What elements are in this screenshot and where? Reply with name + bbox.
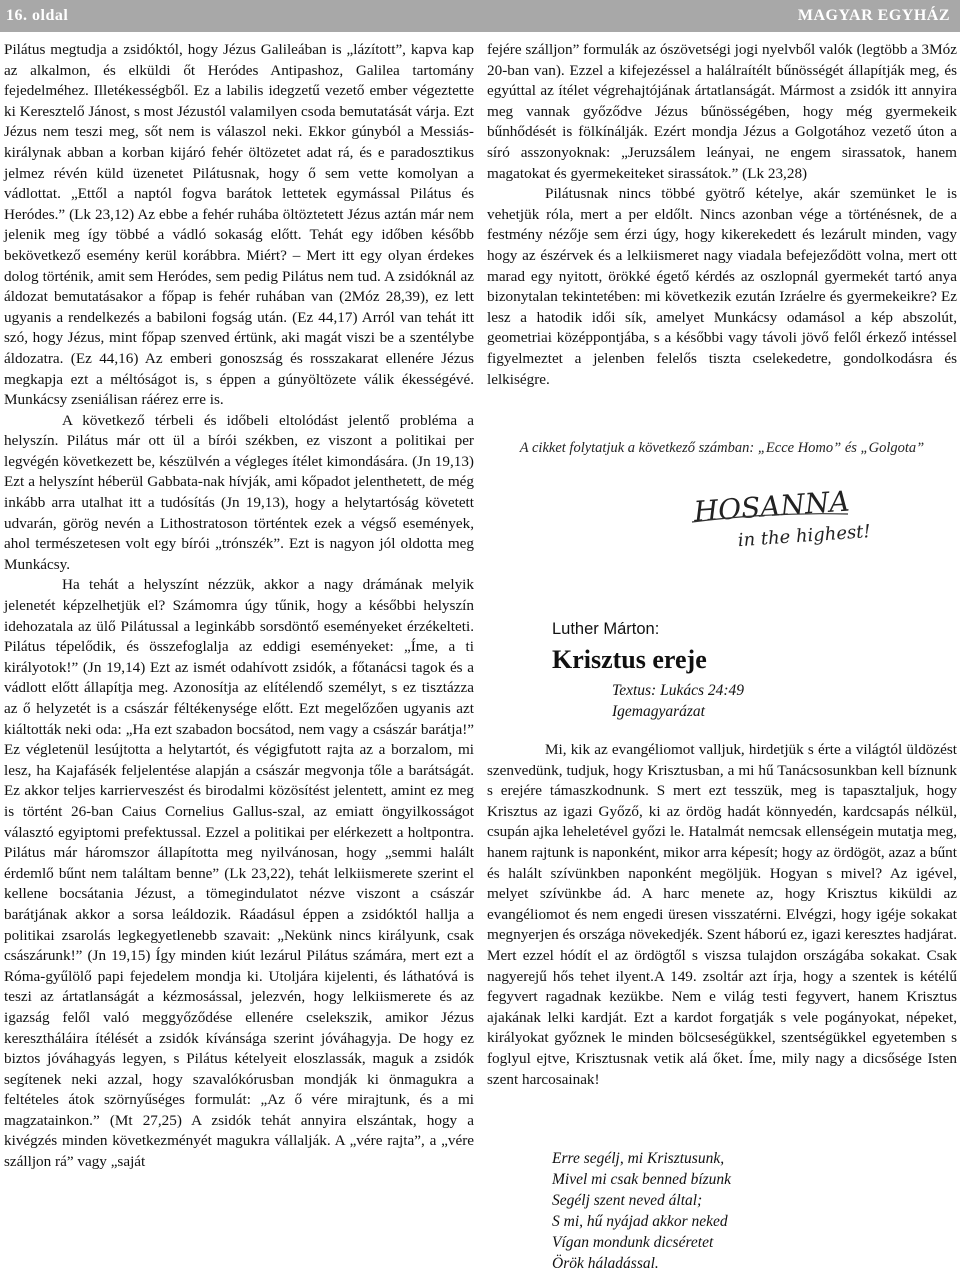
closing-poem: [552, 1148, 731, 1274]
poem-line: Erre segélj, mi Krisztusunk,: [552, 1150, 725, 1167]
logo-sub-text: in the highest!: [737, 520, 872, 552]
article-header: [552, 620, 952, 675]
poem-line: Vígan mondunk dicséretet: [552, 1234, 714, 1251]
right-column-top: [487, 40, 957, 390]
page-number: 16. oldal: [6, 7, 69, 24]
poem-line: Mivel mi csak benned bízunk: [552, 1171, 732, 1188]
paragraph: fejére szálljon” formulák az ószövetségi jogi nyelvből valók (legtöbb a 3Móz 20-ban van). Ezzel a kifejezéssel a halálraítélt bűnösségét állapítják meg, és egyúttal az ítélet végrehajtójának ártatlanságát. Mármost a zsidók itt annyira meg vannak győződve Jézus bűnösségében, hogy még gyermekeik bűnhődését is fölkínálják. Ezért mondja Jézus a Golgotához vezető úton a síró asszonyoknak: „Jeruzsálem leányai, ne engem sirassatok, hanem magatokat és gyermekeiteket sirassátok.” (Lk 23,28): [487, 41, 957, 182]
paragraph: Pilátus megtudja a zsidóktól, hogy Jézus Galileában is „lázított”, kapva kap az alkalmon, és elküldi őt Heródes Antipashoz, Galilea tartomány fejedelméhez. Illetékességből. Ez a labilis idegzetű vezető ember végeztette ki Keresztelő Jánost, s most Jézustól valamilyen csoda bemutatását várja. Ezt Jézus nem teszi meg, sőt nem is válaszol neki. Ekkor gúnyból a Messiás-királynak abban a korban kijáró fehér öltözetet adat rá, és e paradosztikus jelmez révén küld üzenetet Pilátusnak, hogy ő sem vette komolyan a vádlottat. „Ettől a naptól fogva barátok lettetek egymással Pilátus és Heródes.” (Lk 23,12) Az ebbe a fehér ruhába öltöztetett Jézus aztán már nem jelenik meg így többé a vádló sokaság előtt. Tehát egy időben később bekövetkező esemény kerül korábbra. Miért? – Mert itt egy olyan érdekes dolog történik, amit sem Heródes, sem pedig Pilátus nem tud. A zsidóknál az áldozat bemutatásakor a főpap is fehér ruhában van (2Móz 28,39), ez lett ugyanis a rendelkezés a babiloni fogság után. (Ez 44,17) Arról van tehát itt szó, hogy Jézus, mint főpap szenved értünk, aki magát viszi be a szentélybe áldozatra. (Ez 44,16) Az emberi gonoszság és rosszakarat ellenére Jézus megkapja ezt a méltóságot is, s éppen a gúnyöltözete válik ékességévé. Munkácsy zseniálisan ráérez erre is.: [4, 41, 474, 409]
article-subtitle: Igemagyarázat: [612, 703, 705, 720]
paragraph: Ha tehát a helyszínt nézzük, akkor a nagy drámának melyik jelenetét képzelhetjük el? Számomra úgy tűnik, hogy a későbbi helyszín idehozatala az ülő Pilátussal a leginkább sorsdöntő eseményeket érzékelteti. Pilátus tépelődik, és összefoglalja az eddigi eseményeket: „Íme, a ti királyotok!” (Jn 19,14) Ezt az ismét odahívott zsidók, a főtanácsi tagok és a vádlott előtt állapítja meg. Azonosítja az elítélendő személyt, s ez tisztázza az ő helyzetét is a császár féltékenysége előtt. Ezt megelőzően ugyanis azt kiáltották neki oda: „Ha ezt szabadon bocsátod, nem vagy a császár barátja!” Ez végletenül lesújtotta a helytartót, és végigfutott rajta az a borzalom, mi lesz, ha Kajafásék feljelentése alapján a császár megvonja tőle a barátságát. Ez akkor teljes karrierveszést és birodalmi közösítést jelentett, amint ez meg is történt 26-ban Caius Cornelius Gallus-szal, az emiatt öngyilkosságot választó egyiptomi prefektussal. Ezzel a politikai per elérkezett a holtpontra. Pilátus már háromszor állapította meg nyilvánosan, hogy „semmi halált érdemlő bűnt nem találtam benne” (Lk 23,22), tehát lelkiismerete szerint el kellene bocsátania Jézust, a tömegindulatot nézve viszont a császár barátjának akkor a sorsa leáldozik. Ráadásul éppen a zsidóktól hallja a politikai zsarolás legkegyetlenebb szavait: „Nekünk nincs királyunk, csak császárunk!” (Jn 19,15) Így minden kiút lezárul Pilátus számára, mert ezt a Róma-gyűlölő papi fejedelem mondja ki. Utoljára kijelenti, és láthatóvá is teszi az ártatlanságát a kézmosással, jelezvén, hogy lelkiismerete és az igazság felől való meggyőződése ellenére cselekszik, amikor Jézus keresztháláira ítélését a zsidók kívánsága szerint jóváhagyja. De hogy ez biztos jóváhagyás legyen, s Pilátus kételyeit eloszlassák, maguk a zsidók segítenek neki azzal, hogy szavalókórusban mondják ki önmagukra a feltételes átok szörnyűséges formulát: „Az ő vére mirajtunk, és a mi magzatainkon.” (Mt 27,25) A zsidók tehát annyira elszántak, hogy a kivégzés minden következményét magukra vállalják. A „vére rajta”, a „vére szálljon rá” vagy „saját: [4, 576, 474, 1171]
paragraph: Pilátusnak nincs többé gyötrő kételye, akár szemünket le is vehetjük róla, mert a per eldőlt. Nincs azonban vége a történésnek, de a festmény nézője sem érzi úgy, hogy kikerekedett és lezárult minden, vagy hogy az észérvek és a lelkiismeret nagy viadala befejeződött volna, mert ott marad egy nyitott, örökké égető kérdés az oszlopnál gyermekét tartó anya bizonytalan tekintetében: mi következik ezután Izráelre és gyermekeikre? Ez lesz a hatodik idői sík, amelyet Munkácsy odamásol a kép abszolút, geometriai középpontjába, s a későbbi vagy távoli jövő felől érkező intéssel figyelmeztet a jelenben felelős tiszta cselekedetre, gondolkodásra és lelkiségre.: [487, 185, 957, 388]
poem-line: S mi, hű nyájad akkor neked: [552, 1213, 728, 1230]
publication-name: MAGYAR EGYHÁZ: [797, 7, 950, 24]
left-column: [4, 40, 474, 1173]
continuation-note: A cikket folytatjuk a következő számban: „Ecce Homo” és „Golgota”: [519, 440, 925, 456]
article-title: Krisztus ereje: [552, 645, 707, 674]
right-column-article-body: [487, 740, 957, 1090]
paragraph: A következő térbeli és időbeli eltolódást jelentő probléma a helyszín. Pilátus már ott ül a bírói székben, ez viszont a politikai per legvégén következett be, készülvén a végleges ítélet kimondására. (Jn 19,13) Ezt a helyszínt héberül Gabbata-nak hívják, ami kőpadot jelenthetett, de még inkább arra utalhat itt a tudósítás (Jn 19,13), hogy a helytartóság követett udvarán, görög nevén a Lithostratoson történtek ezek a végső események, ahol természetesen volt egy bírói „trónszék”. Ezt is nagyon jól oldotta meg Munkácsy.: [4, 411, 474, 573]
article-meta: [612, 680, 744, 722]
hosanna-logo: [690, 482, 872, 562]
article-author: Luther Márton:: [552, 620, 660, 638]
logo-main-text: HOSANNA: [692, 484, 851, 529]
poem-line: Segélj szent neved által;: [552, 1192, 703, 1209]
paragraph: Mi, kik az evangéliomot valljuk, hirdetjük s érte a világtól üldözést szenvedünk, tudjuk, hogy Krisztusban, a mi hű Tanácsosunkban kell bíznunk s erejére támaszkodnunk. S mert ezt tesszük, meg is tapasztaljuk, hogy Krisztus az igazi Győző, ki az ördög hadát könnyedén, kardcsapás nélkül, csupán ajka leheletével győzi le. Hatalmát nemcsak ellenségein mutatja meg, hanem rajtunk is naponként, mikor arra képesít; hogy az ördögöt, azaz a bűnt és halált szívünkben naponként megöljük. Hogyan s mivel? Az igével, melyet szívünkbe ád. A harc menete az, hogy Krisztus kiküldi az evangéliomot és nem engedi üresen visszatérni. Elvégzi, hogy igéje sokakat megnyerjen és országa növekedjék. Szent háború ez, igazi keresztes hadjárat. Mert ezzel hódít el az ördögtől s viszsa tulajdon országába sokakat. Csak nagyerejű hős tehet ilyent.A 149. zsoltár azt írja, hogy a szentek is kétélű fegyvert ragadnak kezükbe. Nem e világ testi fegyvert, hanem Krisztus ajakának lelki kardját. Ezt a kardot forgatják s vele pogányokat, népeket, királyokat győznek le minden bölcseségükkel, szentségükkel egyetemben s foglyul ejtve, Krisztusnak vetik alá őket. Íme, mily nagy a dicsősége Isten szent harcosainak!: [487, 741, 957, 1088]
page-header-bar: [0, 0, 960, 32]
poem-line: Örök háladással.: [552, 1255, 659, 1272]
textus-reference: Textus: Lukács 24:49: [612, 682, 745, 699]
